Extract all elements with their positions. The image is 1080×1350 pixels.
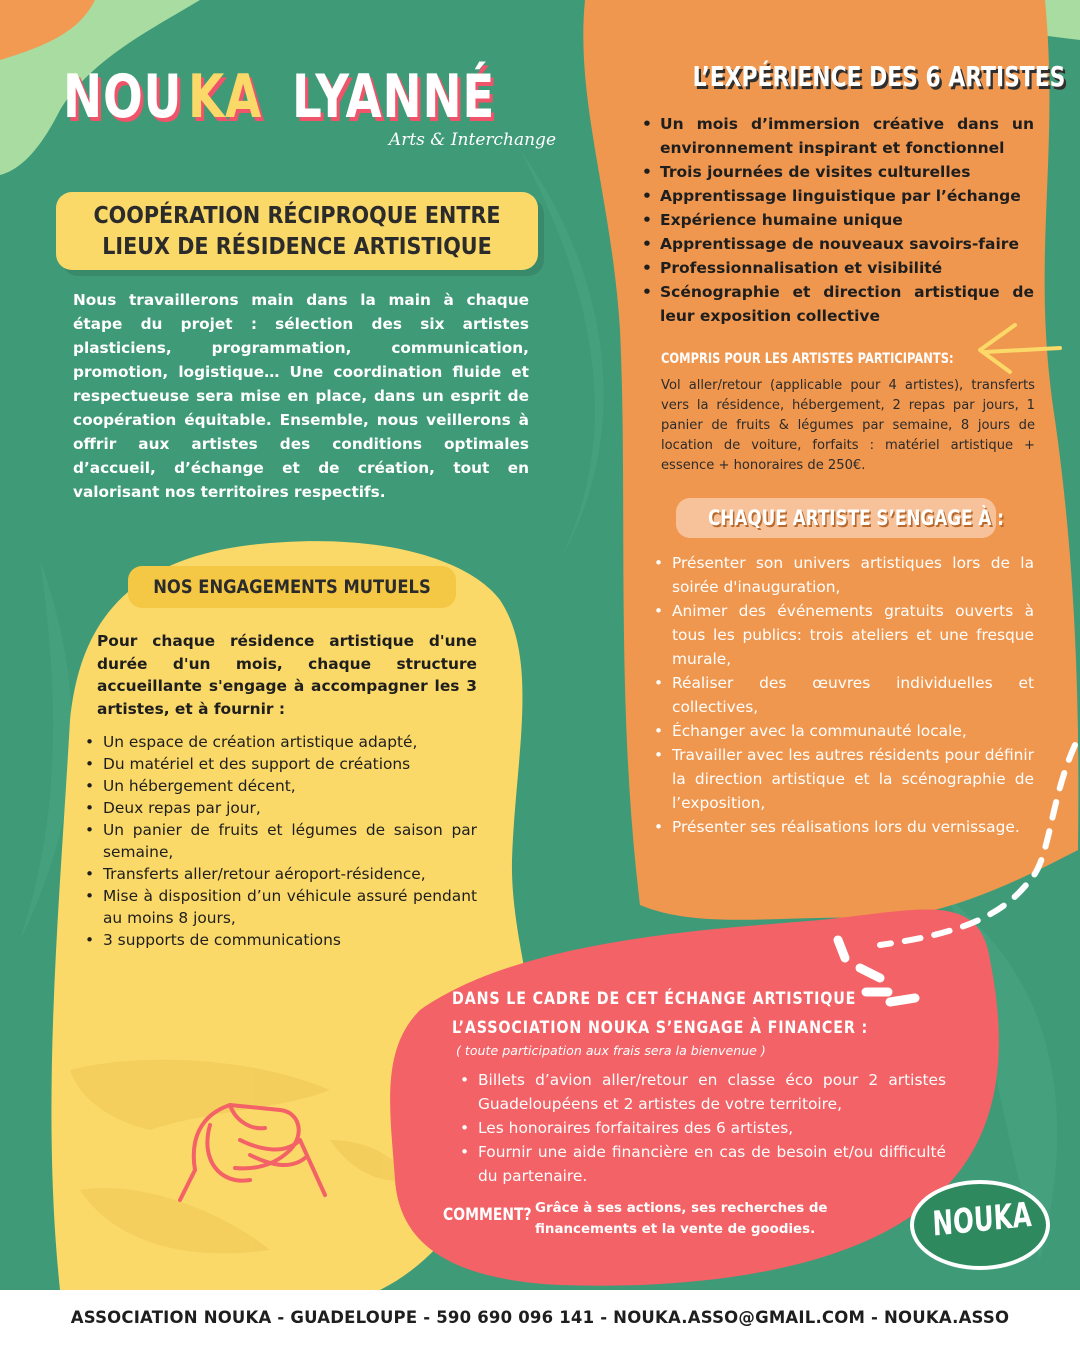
artist-commitment-list xyxy=(672,551,1034,839)
list-item: • Apprentissage linguistique par l’échange xyxy=(660,184,1034,208)
list-item: • 3 supports de communications xyxy=(103,929,477,951)
mutual-list xyxy=(103,731,477,951)
included-text: Vol aller/retour (applicable pour 4 artistes), transferts vers la résidence, hébergement, 2 repas par jours, 1 panier de fruits & légumes par semaine, 8 jours de location de voiture, forfaits : matériel artistique + essence + honoraires de 250€. xyxy=(661,378,1035,473)
experience-heading: L’EXPÉRIENCE DES 6 ARTISTES xyxy=(692,60,1066,93)
experience-heading-wrap xyxy=(640,60,1066,93)
list-item: • Réaliser des œuvres individuelles et collectives, xyxy=(672,671,1034,719)
footer-text: ASSOCIATION NOUKA - GUADELOUPE - 590 690 096 141 - NOUKA.ASSO@GMAIL.COM - NOUKA.ASSO xyxy=(70,1308,1010,1327)
nouka-logo xyxy=(910,1180,1050,1270)
cooperation-heading-box xyxy=(56,192,538,270)
list-item: • Expérience humaine unique xyxy=(660,208,1034,232)
how-text: Grâce à ses actions, ses recherches de financements et la vente de goodies. xyxy=(535,1201,828,1237)
list-item: • Un panier de fruits et légumes de saison par semaine, xyxy=(103,819,477,863)
list-item: • Deux repas par jour, xyxy=(103,797,477,819)
list-item: • Scénographie et direction artistique de leur exposition collective xyxy=(660,280,1034,328)
financing-heading-line1: DANS LE CADRE DE CET ÉCHANGE ARTISTIQUE xyxy=(452,989,857,1009)
how-label: COMMENT? xyxy=(443,1205,532,1225)
list-item: • Mise à disposition d’un véhicule assuré pendant au moins 8 jours, xyxy=(103,885,477,929)
experience-list xyxy=(660,112,1034,328)
artist-commitment-heading: CHAQUE ARTISTE S’ENGAGE À : xyxy=(708,506,1004,530)
list-item: • Un hébergement décent, xyxy=(103,775,477,797)
footer xyxy=(0,1290,1080,1350)
list-item: • Du matériel et des support de créations xyxy=(103,753,477,775)
nouka-logo-text: NOUKA xyxy=(931,1195,1033,1245)
list-item: • Animer des événements gratuits ouverts à tous les publics: trois ateliers et une fresque murale, xyxy=(672,599,1034,671)
list-item: • Présenter son univers artistiques lors de la soirée d'inauguration, xyxy=(672,551,1034,599)
title-word-ka: KA xyxy=(188,62,263,132)
artist-commitment-heading-box xyxy=(676,498,1004,538)
financing-heading-line2: L’ASSOCIATION NOUKA S’ENGAGE À FINANCER : xyxy=(452,1018,869,1038)
list-item: • Un espace de création artistique adapté, xyxy=(103,731,477,753)
list-item: • Les honoraires forfaitaires des 6 artistes, xyxy=(478,1116,946,1140)
cooperation-text: Nous travaillerons main dans la main à chaque étape du projet : sélection des six artistes plasticiens, programmation, communication, promotion, logistique… Une coordination fluide et respectueuse sera mise en place, dans un esprit de coopération équitable. Ensemble, nous veillerons à offrir aux artistes des conditions optimales d’accueil, d’échange et de création, tout en valorisant nos territoires respectifs. xyxy=(73,291,529,501)
list-item: • Trois journées de visites culturelles xyxy=(660,160,1034,184)
cooperation-heading-line2: LIEUX DE RÉSIDENCE ARTISTIQUE xyxy=(102,234,492,260)
list-item: • Un mois d’immersion créative dans un environnement inspirant et fonctionnel xyxy=(660,112,1034,160)
mutual-heading: NOS ENGAGEMENTS MUTUELS xyxy=(153,576,431,598)
mutual-heading-box xyxy=(128,566,456,608)
financing-heading xyxy=(452,985,868,1043)
included-title: COMPRIS POUR LES ARTISTES PARTICIPANTS: xyxy=(661,351,954,367)
subtitle: Arts & Interchange xyxy=(388,130,556,150)
list-item: • Présenter ses réalisations lors du vernissage. xyxy=(672,815,1034,839)
financing-list xyxy=(478,1068,946,1188)
list-item: • Apprentissage de nouveaux savoirs-faire xyxy=(660,232,1034,256)
mutual-intro: Pour chaque résidence artistique d'une durée d'un mois, chaque structure accueillante s'engage à accompagner les 3 artistes, et à fournir : xyxy=(97,632,477,718)
title-word-lyanne: LYANNÉ xyxy=(292,62,496,132)
list-item: • Fournir une aide financière en cas de besoin et/ou difficulté du partenaire. xyxy=(478,1140,946,1188)
title-word-nou: NOU xyxy=(63,62,183,132)
financing-note: ( toute participation aux frais sera la bienvenue ) xyxy=(456,1043,766,1058)
list-item: • Professionnalisation et visibilité xyxy=(660,256,1034,280)
list-item: • Échanger avec la communauté locale, xyxy=(672,719,1034,743)
list-item: • Billets d’avion aller/retour en classe éco pour 2 artistes Guadeloupéens et 2 artistes de votre territoire, xyxy=(478,1068,946,1116)
cooperation-heading-line1: COOPÉRATION RÉCIPROQUE ENTRE xyxy=(93,203,501,229)
list-item: • Transferts aller/retour aéroport-résidence, xyxy=(103,863,477,885)
list-item: • Travailler avec les autres résidents pour définir la direction artistique et la scénographie de l’exposition, xyxy=(672,743,1034,815)
